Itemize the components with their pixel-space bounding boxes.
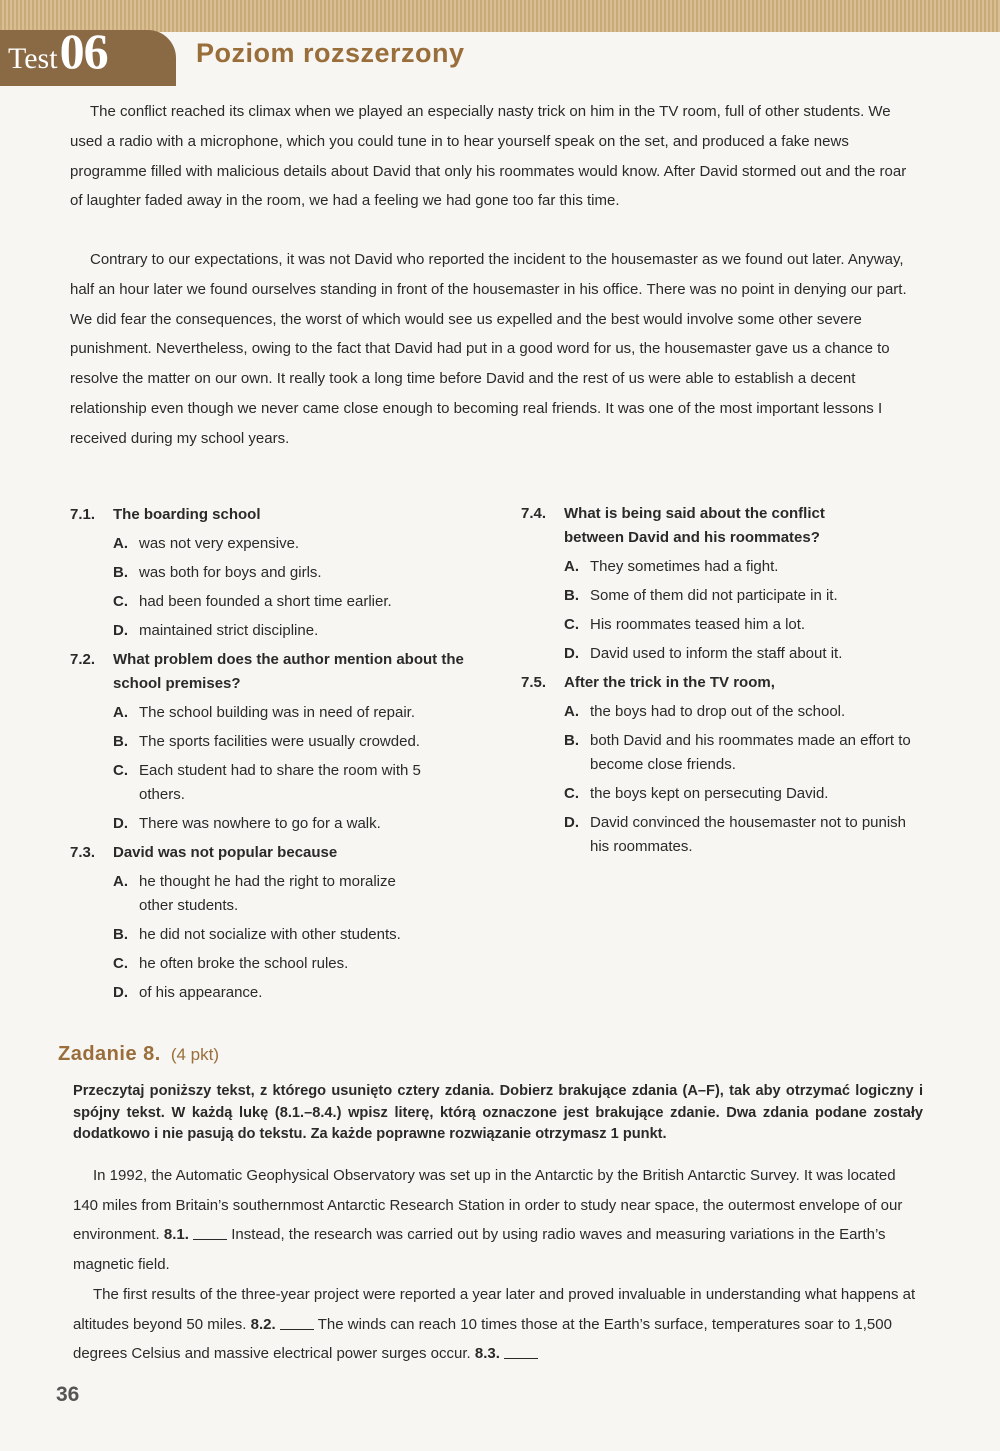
option-text: was both for boys and girls. [139,564,322,581]
question-number: 7.1. [70,506,96,523]
passage-text: The winds can reach 10 times those at the Earth’s surface, temperatures soar to 1,500 degrees Celsius and massive electrical power surges occur. [73,1315,892,1362]
option-letter: D. [564,645,579,662]
option-letter: A. [564,558,579,575]
option-text: There was nowhere to go for a walk. [139,815,381,832]
option-letter: C. [113,955,128,972]
option-letter: A. [113,873,128,890]
option[interactable] [70,590,490,614]
passage-text: In 1992, the Automatic Geophysical Observatory was set up in the Antarctic by the British Antarctic Survey. It was located 140 miles from Britain’s southernmost Antarctic Research Station in order to study near space, the outermost envelope of our environment. [73,1167,903,1243]
option-text: David convinced the housemaster not to punish his roommates. [590,814,907,855]
option-text: he did not socialize with other students. [139,926,401,943]
question-number: 7.5. [521,674,547,691]
option-text: His roommates teased him a lot. [590,616,806,633]
option-letter: B. [564,587,579,604]
passage-paragraph [73,1161,923,1279]
question-number: 7.3. [70,844,96,861]
option-letter: C. [113,762,128,779]
option-letter: D. [564,814,579,831]
question-7-4 [521,502,861,666]
option-letter: D. [113,984,128,1001]
option-text: the boys kept on persecuting David. [590,785,829,802]
passage-paragraph [73,1280,923,1369]
task8-heading [58,1043,219,1066]
option[interactable] [521,584,861,608]
option-text: the boys had to drop out of the school. [590,703,846,720]
option[interactable] [521,555,861,579]
option-letter: B. [564,732,579,749]
test-number: 06 [59,23,108,79]
option[interactable] [521,811,924,859]
option[interactable] [70,923,490,947]
option[interactable] [70,981,490,1005]
gap-blank[interactable] [280,1315,314,1330]
question-stem: What problem does the author mention about the school premises? [113,651,464,692]
option[interactable] [70,759,463,807]
question-7-2 [70,648,470,836]
question-stem: After the trick in the TV room, [564,674,775,691]
article-paragraph: The conflict reached its climax when we played an especially nasty trick on him in the TV room, full of other students. We used a radio with a microphone, which you could tune in to hear yourself speak on the set, and produced a fake news programme filled with malicious details about David that only his roommates would know. After David stormed out and the roar of laughter faded away in the room, we had a feeling we had gone too far this time. [70,103,907,210]
task8-instruction: Przeczytaj poniższy tekst, z którego usunięto cztery zdania. Dobierz brakujące zdania (A–F), tak aby otrzymać logiczny i spójny tekst. W każdą lukę (8.1.–8.4.) wpisz literę, którą oznaczone jest brakujące zdanie. Dwa zdania podane zostały dodatkowo i nie pasują do tekstu. Za każde poprawne rozwiązanie otrzymasz 1 punkt. [73,1083,923,1142]
test-word: Test [8,42,58,75]
questions-right-column [521,502,921,859]
task8-title: Zadanie 8. [58,1043,161,1065]
option-letter: C. [113,593,128,610]
option-letter: C. [564,785,579,802]
option-text: The school building was in need of repair. [139,704,416,721]
option-text: maintained strict discipline. [139,622,319,639]
option-text: Some of them did not participate in it. [590,587,838,604]
option-letter: A. [113,535,128,552]
option-text: he thought he had the right to moralize other students. [139,873,396,914]
option[interactable] [70,561,490,585]
option-text: They sometimes had a fight. [590,558,779,575]
level-title: Poziom rozszerzony [196,38,465,68]
question-number: 7.2. [70,651,96,668]
gap-blank[interactable] [504,1344,538,1359]
question-7-3 [70,841,490,1005]
option[interactable] [70,730,470,754]
question-number: 7.4. [521,505,547,522]
article-paragraph: Contrary to our expectations, it was not David who reported the incident to the housemaster as we found out later. Anyway, half an hour later we found ourselves standing in front of the housemaster in his office. There was no point in denying our part. We did fear the consequences, the worst of which would see us expelled and the best would involve some other severe punishment. Nevertheless, owing to the fact that David had put in a good word for us, the housemaster gave us a chance to resolve the matter on our own. It really took a long time before David and the rest of us were able to establish a decent relationship even though we never came close enough to becoming real friends. It was one of the most important lessons I received during my school years. [70,251,907,447]
question-7-1 [70,503,490,643]
option-letter: D. [113,622,128,639]
task8-points: (4 pkt) [170,1045,219,1064]
option[interactable] [521,700,921,724]
option[interactable] [70,952,490,976]
option[interactable] [70,701,470,725]
question-stem: The boarding school [113,506,261,523]
gap-blank[interactable] [193,1225,227,1240]
option[interactable] [70,619,490,643]
option-letter: C. [564,616,579,633]
questions-left-column [70,503,490,1005]
option-letter: B. [113,926,128,943]
page-number: 36 [56,1383,80,1406]
question-stem: David was not popular because [113,844,338,861]
option-letter: D. [113,815,128,832]
option-letter: A. [564,703,579,720]
option-text: The sports facilities were usually crowded. [139,733,420,750]
option[interactable] [521,782,921,806]
option-letter: B. [113,733,128,750]
gap-number: 8.1. [163,1226,189,1243]
option-text: Each student had to share the room with 5 others. [139,762,421,803]
test-label [8,22,108,80]
option-text: David used to inform the staff about it. [590,645,843,662]
option[interactable] [70,812,470,836]
option[interactable] [521,642,964,666]
option[interactable] [521,613,861,637]
option-text: of his appearance. [139,984,263,1001]
gap-number: 8.2. [250,1315,276,1333]
gap-number: 8.3. [474,1345,500,1362]
passage-text: Instead, the research was carried out by using radio waves and measuring variations in the Earth’s magnetic field. [73,1226,886,1273]
passage-text: The first results of the three-year project were reported a year later and proved invaluable in understanding what happens at altitudes beyond 50 miles. [73,1286,916,1333]
option-text: had been founded a short time earlier. [139,593,392,610]
option[interactable] [521,729,939,777]
option-letter: B. [113,564,128,581]
option-text: both David and his roommates made an effort to become close friends. [590,732,911,773]
question-stem: What is being said about the conflict between David and his roommates? [564,505,825,546]
option[interactable] [70,532,490,556]
option-text: was not very expensive. [139,535,300,552]
header-band [0,0,1000,32]
option-text: he often broke the school rules. [139,955,349,972]
question-7-5 [521,671,921,859]
option[interactable] [70,870,433,918]
option-letter: A. [113,704,128,721]
